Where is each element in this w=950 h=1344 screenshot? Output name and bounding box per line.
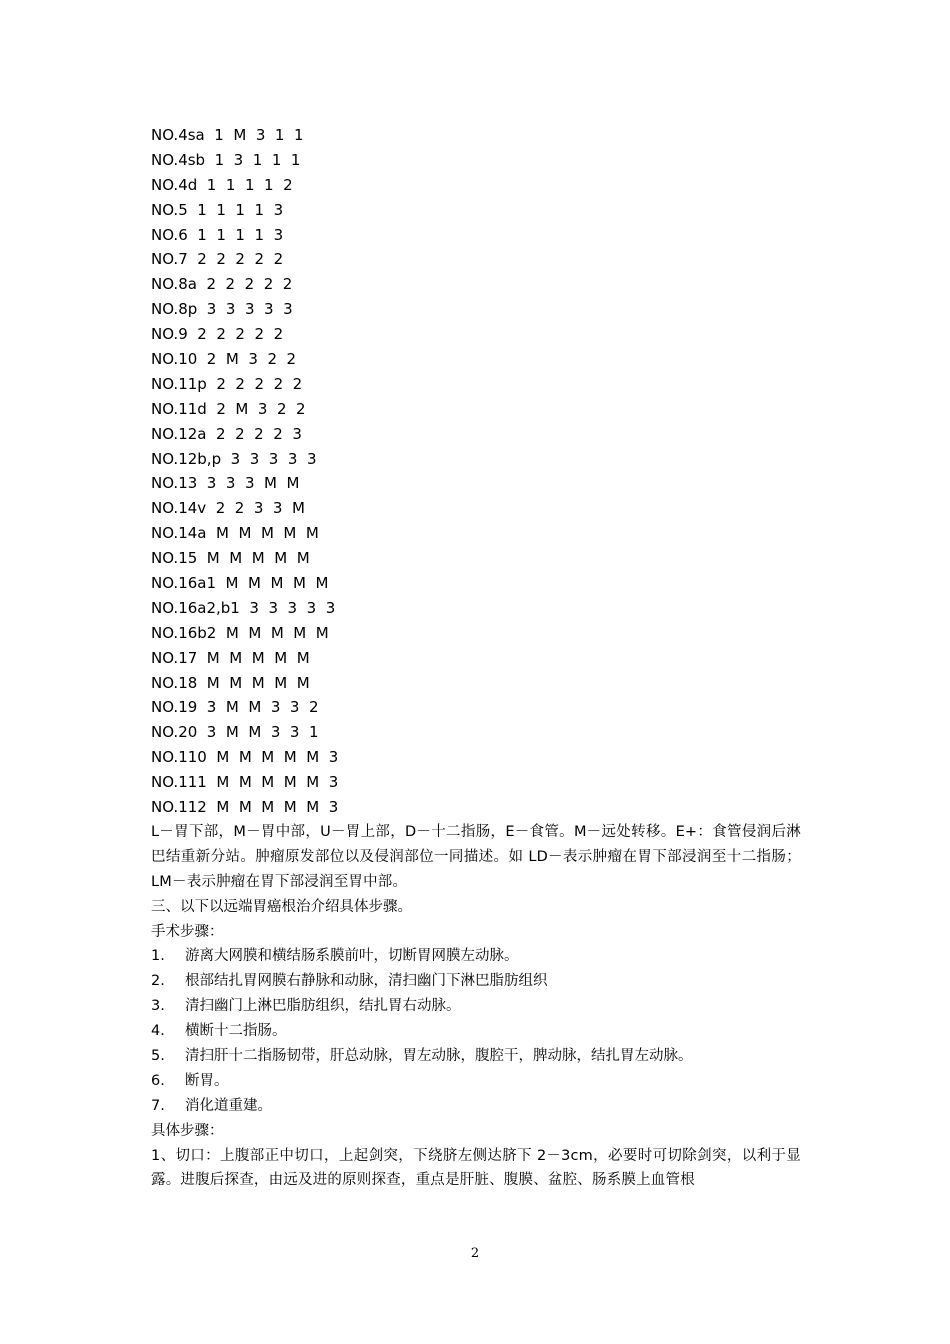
- step-number: 4.: [151, 1023, 165, 1040]
- table-row: NO.10 2 M 3 2 2: [151, 350, 297, 369]
- list-item: [151, 1094, 801, 1119]
- details-heading: 具体步骤：: [151, 1122, 224, 1139]
- table-row: NO.7 2 2 2 2 2: [151, 250, 284, 269]
- table-row: NO.112 M M M M M 3: [151, 798, 339, 817]
- list-item: [151, 969, 801, 994]
- table-row: NO.4sa 1 M 3 1 1: [151, 126, 304, 144]
- step-text: 游离大网膜和横结肠系膜前叶，切断胃网膜左动脉。: [185, 948, 519, 965]
- table-row: NO.11d 2 M 3 2 2: [151, 399, 306, 418]
- list-item: [151, 944, 801, 969]
- page-number: 2: [470, 1246, 480, 1261]
- step-number: 7.: [151, 1097, 165, 1114]
- legend-paragraph: L－胃下部，M－胃中部，U－胃上部，D－十二指肠，E－食管。M－远处转移。E+：食管侵润后淋巴结重新分站。肿瘤原发部位以及侵润部位一同描述。如 LD－表示肿瘤在胃下部浸润至十二指肠；LM－表示肿瘤在胃下部浸润至胃中部。: [151, 823, 801, 890]
- table-row: NO.13 3 3 3 M M: [151, 474, 300, 493]
- list-item: [151, 1019, 801, 1044]
- table-row: NO.12b,p 3 3 3 3 3: [151, 449, 317, 468]
- table-row: NO.8p 3 3 3 3 3: [151, 300, 293, 319]
- list-item: [151, 994, 801, 1019]
- step-text: 根部结扎胃网膜右静脉和动脉，清扫幽门下淋巴脂肪组织: [185, 973, 548, 990]
- table-row: NO.4d 1 1 1 1 2: [151, 175, 293, 194]
- table-row: NO.17 M M M M M: [151, 648, 310, 667]
- table-row: NO.14a M M M M M: [151, 524, 319, 543]
- table-row: NO.16a1 M M M M M: [151, 574, 329, 593]
- step-text: 清扫幽门上淋巴脂肪组织，结扎胃右动脉。: [185, 998, 461, 1015]
- table-row: NO.12a 2 2 2 2 3: [151, 424, 302, 443]
- steps-list: [151, 944, 801, 1118]
- step-text: 断胃。: [185, 1072, 229, 1089]
- page-content: [151, 123, 801, 1193]
- step-text: 横断十二指肠。: [185, 1023, 287, 1040]
- step-text: 消化道重建。: [185, 1097, 272, 1114]
- list-item: [151, 1069, 801, 1094]
- table-row: NO.20 3 M M 3 3 1: [151, 723, 319, 742]
- step-number: 3.: [151, 998, 165, 1015]
- details-paragraph: 1、切口：上腹部正中切口，上起剑突，下绕脐左侧达脐下 2－3cm，必要时可切除剑突，以利于显露。进腹后探查，由远及进的原则探查，重点是肝脏、腹膜、盆腔、肠系膜上血管根: [151, 1147, 801, 1189]
- table-row: NO.110 M M M M M 3: [151, 748, 339, 767]
- table-row: NO.11p 2 2 2 2 2: [151, 374, 303, 393]
- table-row: NO.9 2 2 2 2 2: [151, 325, 284, 344]
- table-row: NO.6 1 1 1 1 3: [151, 225, 284, 244]
- table-row: NO.14v 2 2 3 3 M: [151, 499, 305, 518]
- lymph-node-table: [151, 123, 801, 820]
- step-number: 2.: [151, 973, 165, 990]
- table-row: NO.19 3 M M 3 3 2: [151, 698, 319, 717]
- table-row: NO.18 M M M M M: [151, 673, 310, 692]
- steps-heading: 手术步骤：: [151, 923, 224, 940]
- list-item: [151, 1044, 801, 1069]
- table-row: NO.8a 2 2 2 2 2: [151, 275, 293, 294]
- table-row: NO.16a2,b1 3 3 3 3 3: [151, 598, 336, 617]
- table-row: NO.4sb 1 3 1 1 1: [151, 150, 301, 169]
- step-number: 6.: [151, 1072, 165, 1089]
- step-number: 1.: [151, 948, 165, 965]
- step-number: 5.: [151, 1048, 165, 1064]
- table-row: NO.15 M M M M M: [151, 549, 310, 568]
- table-row: NO.16b2 M M M M M: [151, 623, 329, 642]
- table-row: NO.5 1 1 1 1 3: [151, 200, 284, 219]
- table-row: NO.111 M M M M M 3: [151, 773, 339, 792]
- step-text: 清扫肝十二指肠韧带，肝总动脉，胃左动脉，腹腔干，脾动脉，结扎胃左动脉。: [185, 1048, 693, 1064]
- section-heading: 三、以下以远端胃癌根治介绍具体步骤。: [151, 898, 412, 915]
